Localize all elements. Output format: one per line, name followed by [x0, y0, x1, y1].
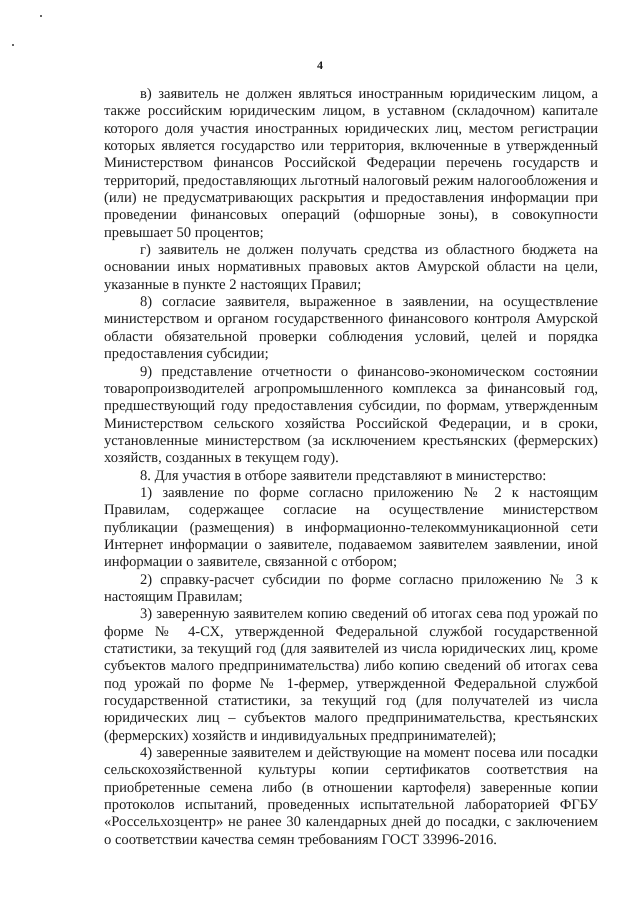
paragraph-g-regional-budget: г) заявитель не должен получать средства из областного бюджета на основании иных нормативных правовых актов Амурской области на цели, указанные в пункте 2 настоящих Правил; [104, 242, 598, 293]
paragraph-8-consent: 8) согласие заявителя, выраженное в заявлении, на осуществление министерством и органом государственного финансового контроля Амурской области обязательной проверки соблюдения условий, целей и порядка предоставления субсидии; [104, 294, 598, 363]
paragraph-2-calculation: 2) справку-расчет субсидии по форме согласно приложению № 3 к настоящим Правилам; [104, 571, 598, 605]
document-body [104, 86, 598, 849]
paragraph-section-8: 8. Для участия в отборе заявители представляют в министерство: [140, 467, 547, 484]
paragraph-9-reporting: 9) представление отчетности о финансово-экономическом состоянии товаропроизводителей агропромышленного комплекса за финансовый год, предшествующий году предоставления субсидии, по формам, утвержденным Министерством сельского хозяйства Российской Федерации, и в сроки, установленные министерством (за исключением крестьянских (фермерских) хозяйств, созданных в текущем году). [104, 363, 598, 467]
paragraph-4-certificates: 4) заверенные заявителем и действующие на момент посева или посадки сельскохозяйственной культуры копии сертификатов соответствия на приобретенные семена либо (в отношении картофеля) заверенные копии протоколов испытаний, проведенных испытательной лабораторией ФГБУ «Россельхозцентр» не ранее 30 календарных дней до посадки, с заключением о соответствии качества семян требованиям ГОСТ 33996-2016. [104, 745, 598, 848]
paragraph-1-application: 1) заявление по форме согласно приложению № 2 к настоящим Правилам, содержащее согласие на осуществление министерством публикации (размещения) в информационно-телекоммуникационной сети Интернет информации о заявителе, подаваемом заявителем заявлении, иной информации о заявителе, связанной с отбором; [104, 484, 598, 571]
page-number: 4 [317, 58, 323, 72]
scan-speck [12, 44, 14, 46]
paragraph-3-sowing-data: 3) заверенную заявителем копию сведений об итогах сева под урожай по форме № 4-СХ, утвержденной Федеральной службой государственной статистики, за текущий год (для заявителей из числа юридических лиц, кроме субъектов малого предпринимательства) либо копию сведений об итогах сева под урожай по форме № 1-фермер, утвержденной Федеральной службой государственной статистики, за текущий год (для получателей из числа юридических лиц – субъектов малого предпринимательства, крестьянских (фермерских) хозяйств и индивидуальных предпринимателей); [104, 606, 598, 744]
paragraph-v-foreign-entity: в) заявитель не должен являться иностранным юридическим лицом, а также российским юридическим лицом, в уставном (складочном) капитале которого доля участия иностранных юридических лиц, местом регистрации которых является государство или территория, включенные в утвержденный Министерством финансов Российской Федерации перечень государств и территорий, предоставляющих льготный налоговый режим налогообложения и (или) не предусматривающих раскрытия и предоставления информации при проведении финансовых операций (офшорные зоны), в совокупности превышает 50 процентов; [104, 86, 598, 241]
scan-speck [40, 15, 42, 17]
